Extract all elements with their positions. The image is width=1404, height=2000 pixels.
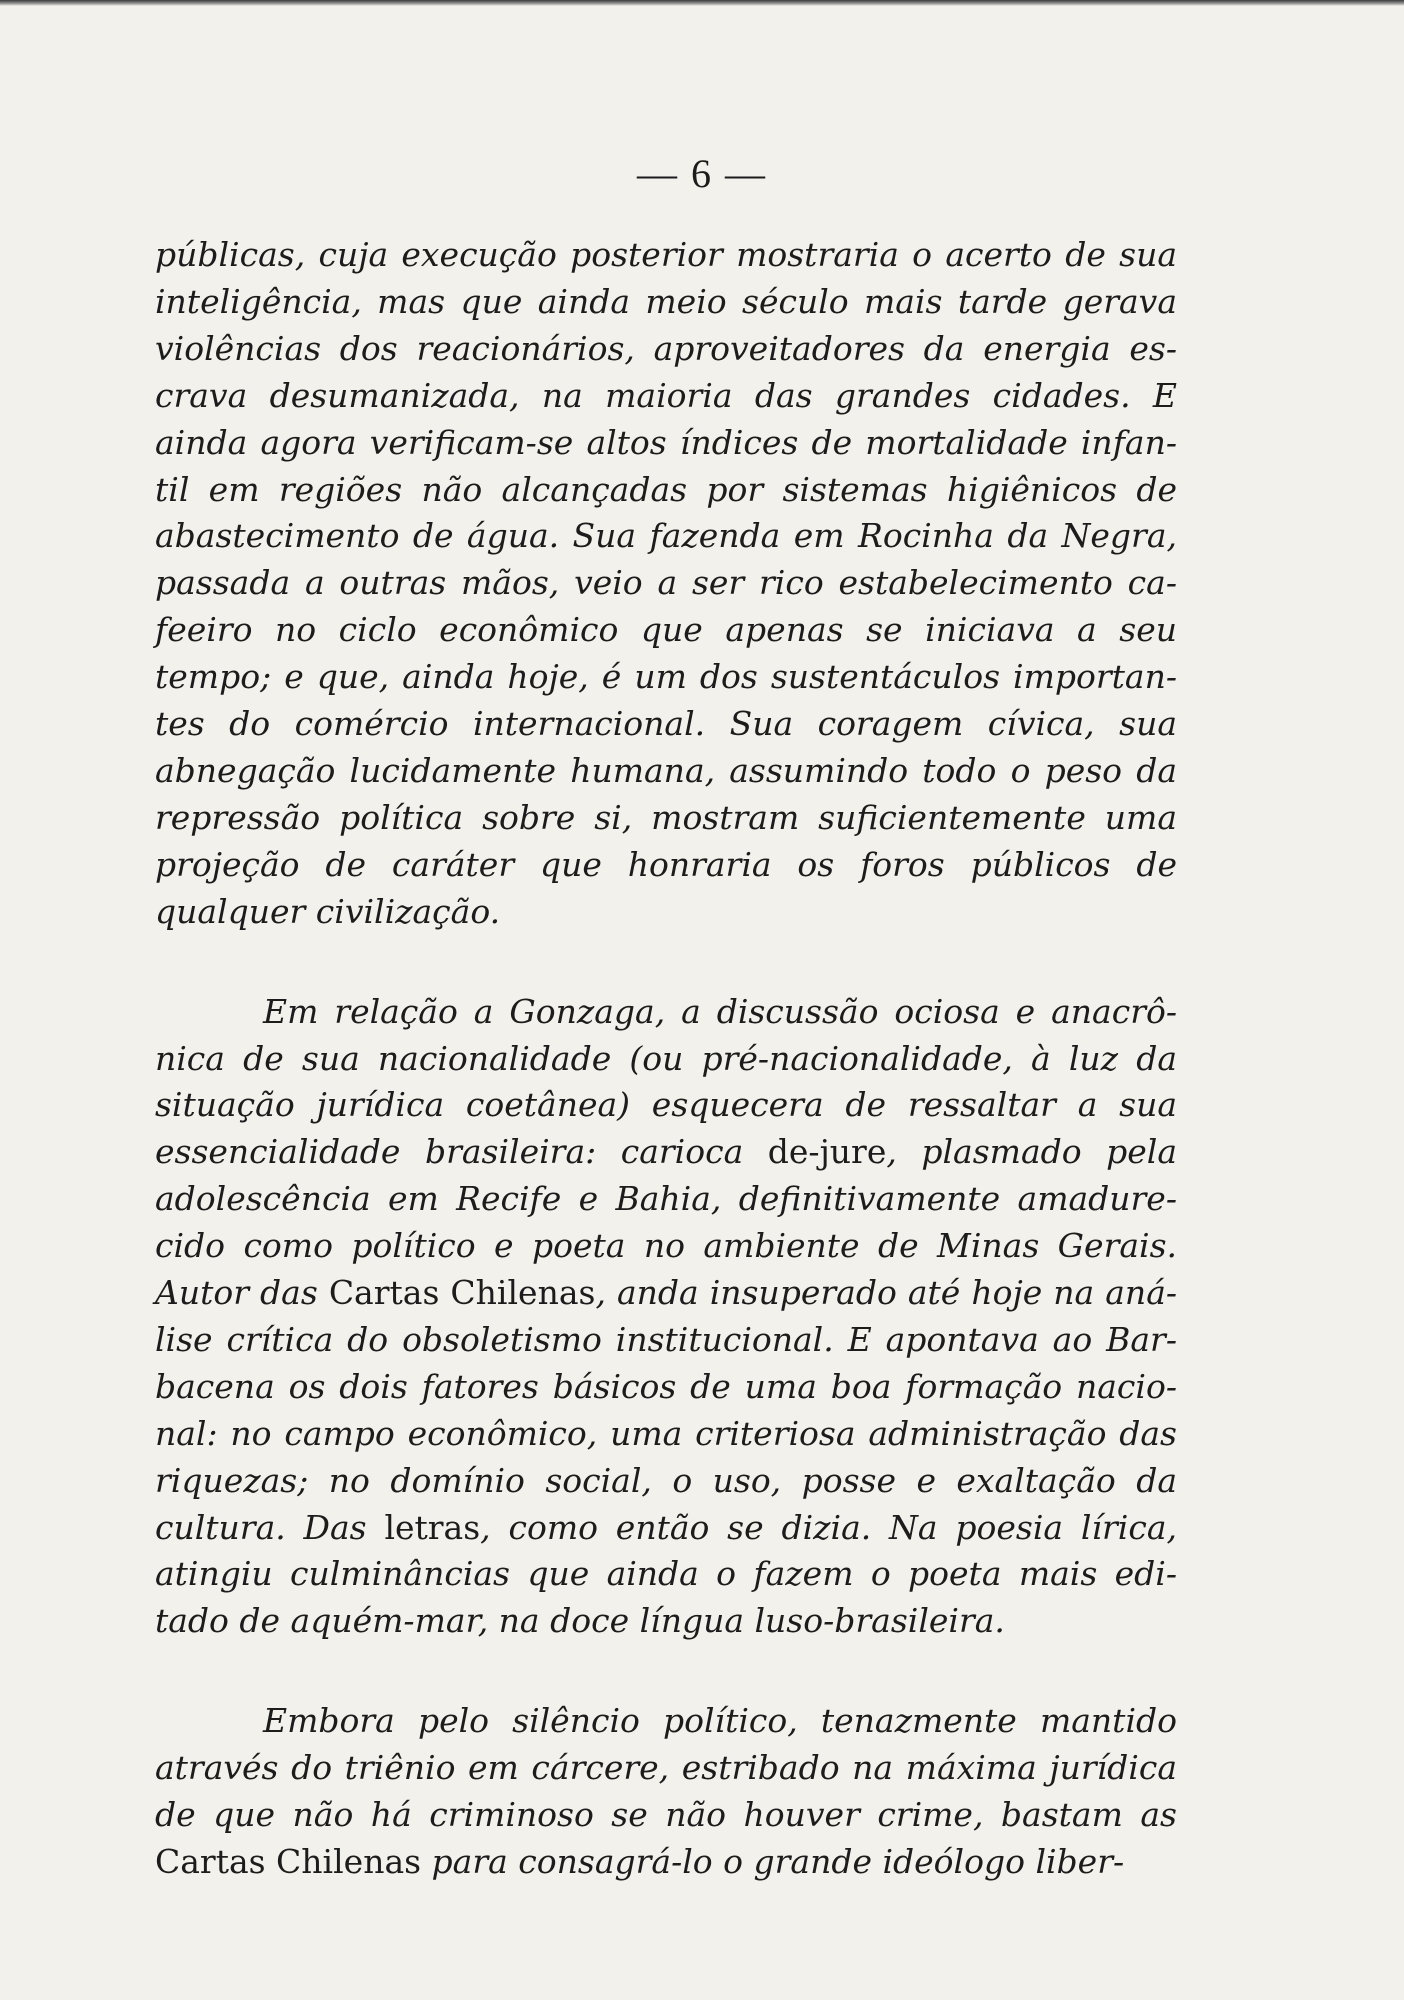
italic-text-segment: públicas, cuja execução posterior mostraria o acerto de sua inteligência, mas que ainda meio século mais tarde gerava violências dos reacionários, aproveitadores da energia escrava desumanizada, na maioria das grandes cidades. E ainda agora verificam-se altos índices de mortalidade infantil em regiões não alcançadas por sistemas higiênicos de abastecimento de água. Sua fazenda em Rocinha da Negra, passada a outras mãos, veio a ser rico estabelecimento cafeeiro no ciclo econômico que apenas se iniciava a seu tempo; e que, ainda hoje, é um dos sustentáculos importantes do comércio internacional. Sua coragem cívica, sua abnegação lucidamente humana, assumindo todo o peso da repressão política sobre si, mostram suficientemente uma projeção de caráter que honraria os foros públicos de qualquer civilização.: [155, 235, 1177, 931]
roman-text-segment: letras: [384, 1507, 481, 1547]
body-text: [155, 232, 1177, 1886]
italic-text-segment: , anda insuperado até hoje na análise crítica do obsoletismo institucional. E apontava ao Barbacena os dois fatores básicos de uma boa formação nacional: no campo econômico, uma criteriosa administração das riquezas; no domínio social, o uso, posse e exaltação da cultura. Das: [155, 1273, 1178, 1547]
roman-text-segment: de-jure: [767, 1132, 887, 1172]
page-top-edge: [0, 0, 1404, 6]
italic-text-segment: , como então se dizia. Na poesia lírica, atingiu culminâncias que ainda o fazem o poeta mais editado de aquém-mar, na doce língua luso-brasileira.: [155, 1507, 1177, 1641]
roman-text-segment: Cartas Chilenas: [155, 1842, 422, 1881]
paragraph-1: [155, 232, 1177, 936]
italic-text-segment: Embora pelo silêncio político, tenazmente mantido através do triênio em cárcere, estribado na máxima jurídica de que não há criminoso se não houver crime, bastam as: [155, 1701, 1177, 1835]
italic-text-segment: para consagrá-lo o grande ideólogo liber-: [421, 1842, 1125, 1881]
paragraph-2: [155, 989, 1177, 1646]
italic-text-segment: , plasmado pela adolescência em Recife e Bahia, definitivamente amadurecido como político e poeta no ambiente de Minas Gerais. Autor das: [155, 1132, 1177, 1313]
roman-text-segment: Cartas Chilenas: [328, 1273, 596, 1313]
paragraph-3: [155, 1698, 1177, 1886]
italic-text-segment: Em relação a Gonzaga, a discussão ociosa e anacrônica de sua nacionalidade (ou pré-nacionalidade, à luz da situação jurídica coetânea) esquecera de ressaltar a sua essencialidade brasileira: carioca: [155, 991, 1177, 1172]
page-number: — 6 —: [637, 151, 767, 196]
